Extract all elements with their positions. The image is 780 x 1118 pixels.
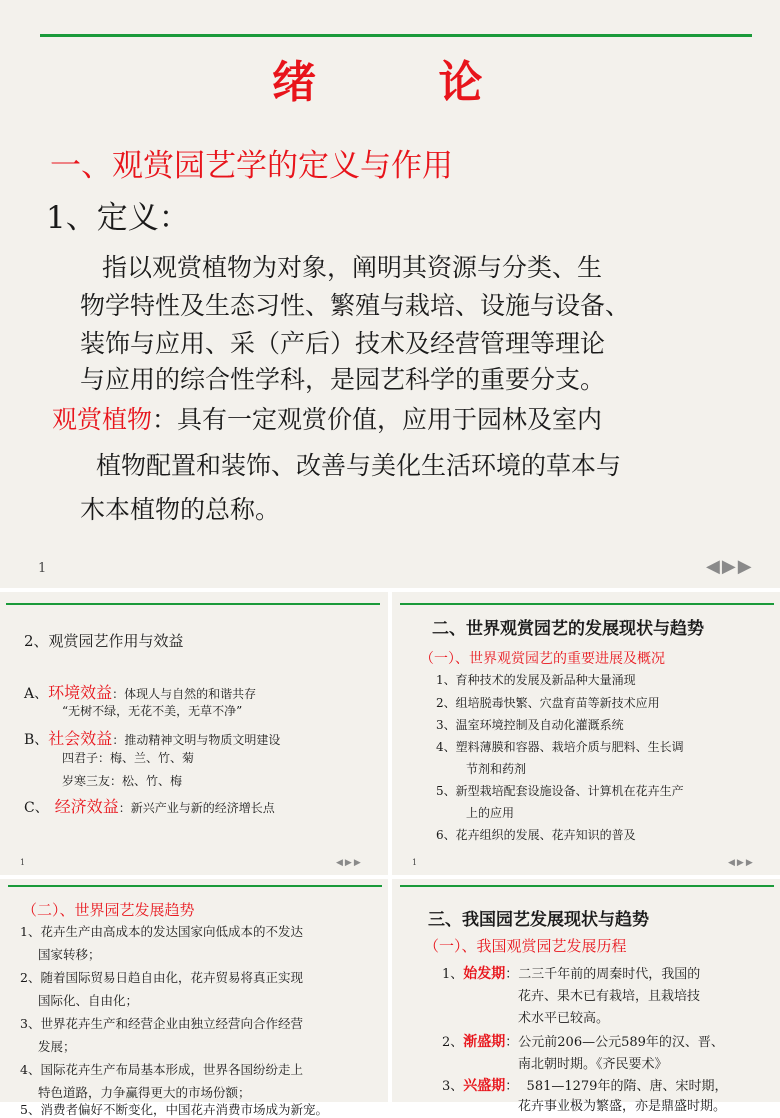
term-line — [52, 400, 602, 436]
period-text: 花卉、果木已有栽培，且栽培技 — [518, 989, 701, 1004]
list-item: 1、育种技术的发展及新品种大量涌现 — [436, 673, 636, 687]
slide-2 — [0, 592, 388, 875]
top-rule — [40, 34, 752, 37]
period-text: 花卉事业极为繁盛，亦是鼎盛时期。 — [518, 1099, 727, 1114]
top-rule — [400, 885, 774, 887]
item-prefix: C、 — [24, 800, 49, 816]
nav-prev-icon[interactable]: ◀ — [336, 858, 343, 868]
slide-5 — [392, 879, 780, 1114]
effect-text: ：体现人与自然的和谐共存 — [112, 687, 257, 701]
list-item: 2、随着国际贸易日趋自由化，花卉贸易将真正实现 — [20, 970, 303, 985]
nav-prev-icon[interactable]: ◀ — [728, 858, 735, 868]
slide-heading: 2、观赏园艺作用与效益 — [24, 632, 184, 650]
period-1 — [442, 963, 700, 983]
list-item: 4、塑料薄膜和容器、栽培介质与肥料、生长调 — [436, 740, 684, 754]
slide-nav — [336, 858, 361, 868]
top-rule — [400, 603, 774, 605]
list-item: 6、花卉组织的发展、花卉知识的普及 — [436, 828, 636, 842]
slide-nav — [728, 858, 753, 868]
list-item: 发展； — [38, 1039, 76, 1054]
slide-heading: 三、我国园艺发展现状与趋势 — [428, 910, 649, 930]
slide-heading: （二）、世界园艺发展趋势 — [22, 901, 195, 919]
page-number: 1 — [20, 858, 26, 867]
item-prefix: 1、 — [442, 967, 464, 982]
list-item: 特色道路，力争赢得更大的市场份额； — [38, 1085, 251, 1100]
slide-subheading: （一）、我国观赏园艺发展历程 — [424, 937, 627, 955]
effect-term: 经济效益 — [54, 797, 119, 816]
item-prefix: 3、 — [442, 1079, 464, 1094]
nav-next-icon[interactable]: ▶ — [344, 858, 352, 868]
effect-text: ：推动精神文明与物质文明建设 — [112, 733, 281, 747]
page-number: 1 — [412, 858, 418, 867]
definition-heading: 1、定义： — [46, 200, 190, 236]
slide-subheading: （一）、世界观赏园艺的重要进展及概况 — [420, 651, 665, 667]
list-item: 国家转移； — [38, 947, 101, 962]
definition-line: 与应用的综合性学科，是园艺科学的重要分支。 — [80, 365, 606, 394]
nav-last-icon[interactable]: ▶ — [353, 858, 361, 868]
period-text: 南北朝时期。《齐民要术》 — [518, 1057, 668, 1072]
nav-prev-icon[interactable]: ◀ — [706, 556, 720, 577]
period-text: ：公元前206—公元589年的汉、晋、 — [505, 1035, 724, 1050]
period-text: 术水平已较高。 — [518, 1011, 610, 1026]
slide-title: 绪 论 — [272, 57, 483, 108]
period-term: 始发期 — [463, 966, 506, 982]
slide-heading: 二、世界观赏园艺的发展现状与趋势 — [432, 619, 704, 639]
definition-line: 指以观赏植物为对象，阐明其资源与分类、生 — [102, 253, 603, 282]
list-item: 3、温室环境控制及自动化灌溉系统 — [436, 718, 624, 732]
effect-quote: “无树不绿，无花不美，无草不净” — [62, 704, 243, 718]
period-term: 兴盛期 — [463, 1078, 506, 1094]
effect-detail: 岁寒三友：松、竹、梅 — [62, 774, 183, 788]
list-item: 1、花卉生产由高成本的发达国家向低成本的不发达 — [20, 924, 303, 939]
top-rule — [6, 603, 380, 605]
nav-next-icon[interactable]: ▶ — [736, 858, 744, 868]
effect-term: 社会效益 — [48, 729, 113, 748]
list-item: 国际化、自由化； — [38, 993, 139, 1008]
definition-line: 物学特性及生态习性、繁殖与栽培、设施与设备、 — [80, 291, 631, 320]
item-prefix: A、 — [24, 686, 49, 702]
effect-text: ：新兴产业与新的经济增长点 — [118, 801, 275, 815]
page-number: 1 — [38, 561, 47, 576]
period-text: ：二三千年前的周秦时代，我国的 — [505, 967, 701, 982]
nav-last-icon[interactable]: ▶ — [745, 858, 753, 868]
section-heading: 一、观赏园艺学的定义与作用 — [50, 148, 453, 184]
list-item: 5、消费者偏好不断变化，中国花卉消费市场成为新宠。 — [20, 1102, 328, 1117]
item-prefix: B、 — [24, 732, 49, 748]
nav-next-icon[interactable]: ▶ — [721, 556, 736, 577]
definition-line: 装饰与应用、采（产后）技术及经营管理等理论 — [80, 329, 606, 358]
term-line: 植物配置和装饰、改善与美化生活环境的草本与 — [96, 451, 622, 480]
period-2 — [442, 1031, 724, 1051]
list-item: 节剂和药剂 — [466, 762, 527, 776]
slide-nav — [706, 556, 752, 577]
slide-3 — [392, 592, 780, 875]
list-item: 5、新型栽培配套设施设备、计算机在花卉生产 — [436, 784, 684, 798]
period-term: 渐盛期 — [463, 1034, 506, 1050]
effect-term: 环境效益 — [48, 683, 113, 702]
slide-4 — [0, 879, 388, 1117]
item-prefix: 2、 — [442, 1035, 464, 1050]
effect-detail: 四君子：梅、兰、竹、菊 — [62, 751, 195, 765]
term-keyword: 观赏植物 — [52, 405, 153, 434]
list-item: 2、组培脱毒快繁、穴盘育苗等新技术应用 — [436, 696, 660, 710]
nav-last-icon[interactable]: ▶ — [737, 556, 752, 577]
list-item: 4、国际花卉生产布局基本形成，世界各国纷纷走上 — [20, 1062, 303, 1077]
effect-a — [24, 680, 256, 703]
term-text: ：具有一定观赏价值，应用于园林及室内 — [152, 405, 603, 434]
top-rule — [8, 885, 382, 887]
term-line: 木本植物的总称。 — [80, 495, 281, 524]
period-text: ： 581—1279年的隋、唐、宋时期， — [505, 1079, 728, 1094]
effect-b — [24, 726, 280, 749]
list-item: 上的应用 — [466, 806, 515, 820]
list-item: 3、世界花卉生产和经营企业由独立经营向合作经营 — [20, 1016, 303, 1031]
effect-c — [24, 794, 275, 817]
period-3 — [442, 1075, 727, 1095]
